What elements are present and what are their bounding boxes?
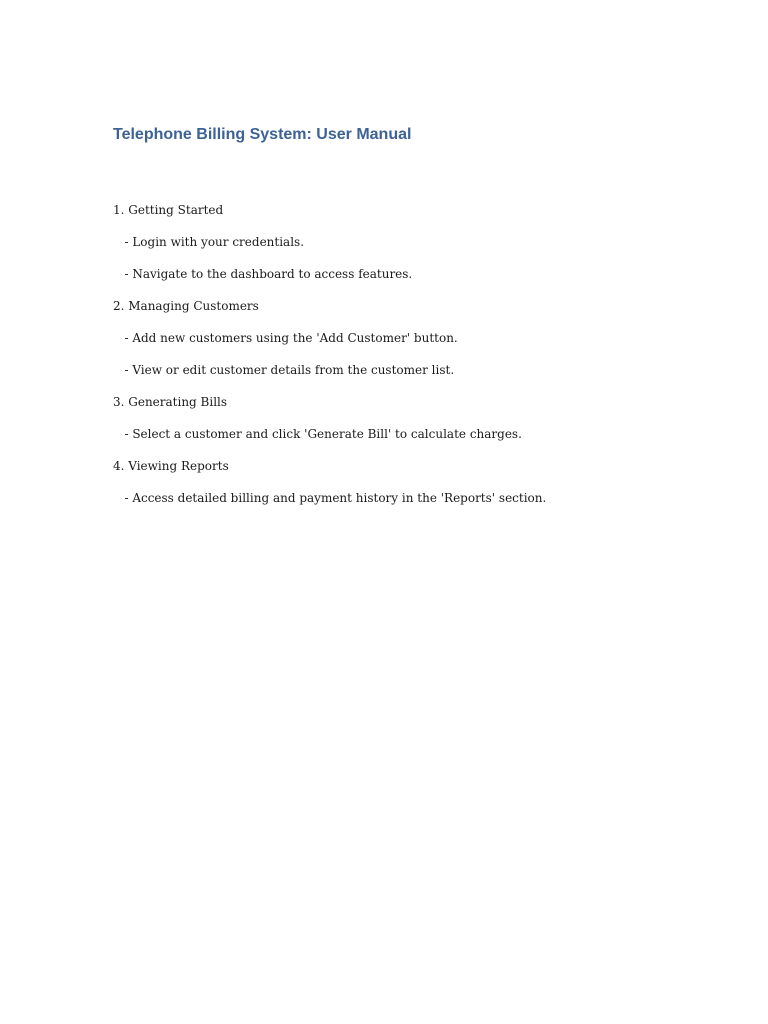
list-item: - Navigate to the dashboard to access features. bbox=[113, 267, 413, 281]
document-title: Telephone Billing System: User Manual bbox=[113, 126, 412, 143]
section-heading-getting-started: 1. Getting Started bbox=[113, 203, 224, 217]
section-heading-viewing-reports: 4. Viewing Reports bbox=[113, 459, 229, 473]
list-item: - Access detailed billing and payment history in the 'Reports' section. bbox=[113, 491, 547, 505]
list-item: - View or edit customer details from the customer list. bbox=[113, 363, 455, 377]
section-heading-generating-bills: 3. Generating Bills bbox=[113, 395, 228, 409]
list-item: - Add new customers using the 'Add Customer' button. bbox=[113, 331, 458, 345]
list-item: - Login with your credentials. bbox=[113, 235, 305, 249]
section-heading-managing-customers: 2. Managing Customers bbox=[113, 299, 259, 313]
list-item: - Select a customer and click 'Generate Bill' to calculate charges. bbox=[113, 427, 522, 441]
